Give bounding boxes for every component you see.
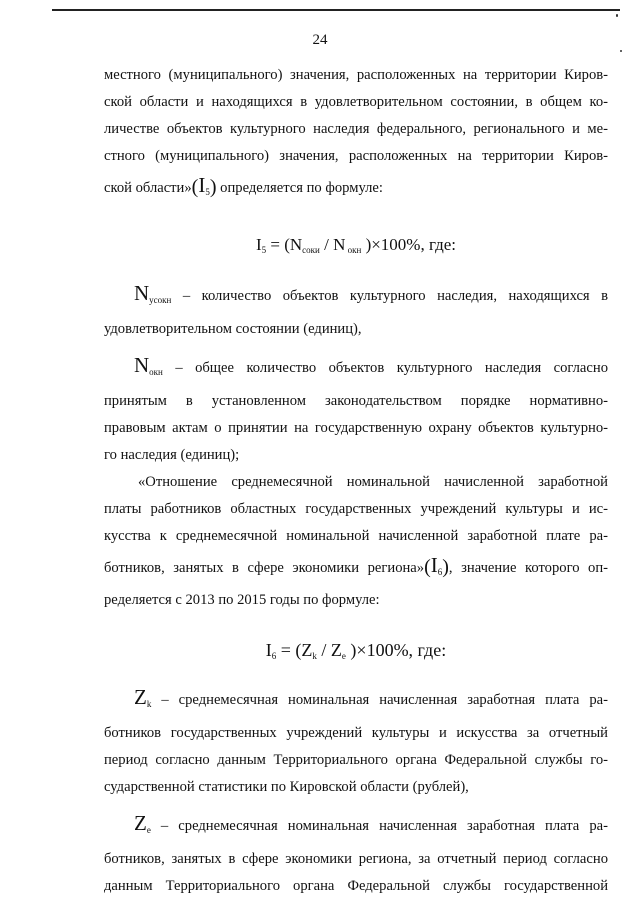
text-fragment: ской области» xyxy=(104,180,192,196)
formula-symbol: I xyxy=(265,640,272,660)
definition-symbol: Z xyxy=(134,811,147,835)
formula-text: / Z xyxy=(316,640,342,660)
formula-text: = (N xyxy=(266,235,303,254)
page-number: 24 xyxy=(312,32,328,48)
formula-i6 xyxy=(104,640,608,661)
definition-symbol: Z xyxy=(134,685,147,709)
text-line: платы работников областных государственных учреждений культуры и ис- xyxy=(104,501,608,517)
definition-subscript: окн xyxy=(149,367,163,377)
paragraph-intro xyxy=(104,62,608,207)
text-line: принятым в установленном законодательством порядке нормативно- xyxy=(104,393,608,409)
formula-subscript: окн xyxy=(345,245,362,255)
indicator-symbol: I xyxy=(198,173,206,197)
text-fragment: , значение которого оп- xyxy=(448,560,609,576)
text-line xyxy=(104,681,608,720)
formula-subscript: 5 xyxy=(261,245,267,255)
text-line xyxy=(104,170,608,207)
definition-subscript: e xyxy=(146,825,151,835)
definition-zk xyxy=(104,681,608,801)
text-fragment: – общее количество объектов культурного наследия согласно xyxy=(162,360,608,376)
text-line: ботников государственных учреждений культуры и искусства за отчетный xyxy=(104,725,608,741)
text-line: «Отношение среднемесячной номинальной начисленной заработной xyxy=(138,474,608,490)
formula-text: = (Z xyxy=(276,640,313,660)
text-line: кусства к среднемесячной номинальной начисленной заработной плате ра- xyxy=(104,528,608,544)
text-line xyxy=(104,277,608,316)
text-line: ботников, занятых в сфере экономики региона, за отчетный период согласно xyxy=(104,851,608,867)
formula-subscript: 6 xyxy=(271,651,277,661)
paragraph-ratio-indicator xyxy=(104,469,608,614)
definition-n-usokn xyxy=(104,277,608,343)
formula-i5 xyxy=(104,235,608,255)
text-line: удовлетворительном состоянии (единиц), xyxy=(104,321,362,337)
formula-paren: ( xyxy=(191,176,199,198)
text-line: ределяется с 2013 по 2015 годы по формуле: xyxy=(104,592,380,608)
formula-text: )×100%, где: xyxy=(361,235,457,254)
indicator-symbol: I xyxy=(430,553,438,577)
formula-paren: ) xyxy=(209,176,217,198)
definition-ze xyxy=(104,807,608,900)
text-line: го наследия (единиц); xyxy=(104,447,240,463)
text-line xyxy=(104,349,608,388)
scan-speck xyxy=(620,50,622,52)
text-line xyxy=(104,807,608,846)
definition-n-okn xyxy=(104,349,608,469)
text-line: стного (муниципального) значения, расположенных на территории Киров- xyxy=(104,148,608,164)
scan-speck xyxy=(616,14,618,17)
text-fragment: – среднемесячная номинальная начисленная заработная плата ра- xyxy=(150,818,608,834)
text-line: ской области и находящихся в удовлетворительном состоянии, в общем ко- xyxy=(104,94,608,110)
text-fragment: ботников, занятых в сфере экономики региона» xyxy=(104,560,425,576)
text-fragment: – количество объектов культурного наследия, находящихся в xyxy=(171,288,608,304)
definition-subscript: усокн xyxy=(149,295,172,305)
formula-paren: ) xyxy=(442,556,449,578)
text-fragment: определяется по формуле: xyxy=(216,180,383,196)
text-line: правовым актам о принятии на государственную охрану объектов культурно- xyxy=(104,420,608,436)
formula-paren: ( xyxy=(424,556,431,578)
definition-symbol: N xyxy=(134,281,150,305)
formula-text: / N xyxy=(319,235,346,254)
text-line: данным Территориального органа Федеральной службы государственной xyxy=(104,878,608,894)
indicator-subscript: 6 xyxy=(437,567,443,577)
formula-symbol: I xyxy=(255,235,262,254)
text-fragment: – среднемесячная номинальная начисленная заработная плата ра- xyxy=(151,692,608,708)
text-line: местного (муниципального) значения, расположенных на территории Киров- xyxy=(104,67,608,83)
formula-text: )×100%, где: xyxy=(345,640,447,660)
text-line: сударственной статистики по Кировской области (рублей), xyxy=(104,779,469,795)
definition-subscript: k xyxy=(146,699,152,709)
text-line: личестве объектов культурного наследия федерального, регионального и ме- xyxy=(104,121,608,137)
formula-subscript: соки xyxy=(302,245,320,255)
text-line: период согласно данным Территориального органа Федеральной службы го- xyxy=(104,752,608,768)
formula-subscript: e xyxy=(341,651,346,661)
text-line xyxy=(104,550,608,587)
formula-subscript: k xyxy=(312,651,317,661)
indicator-subscript: 5 xyxy=(205,187,210,197)
scan-top-rule xyxy=(52,9,620,11)
definition-symbol: N xyxy=(134,353,150,377)
document-body xyxy=(104,62,608,900)
